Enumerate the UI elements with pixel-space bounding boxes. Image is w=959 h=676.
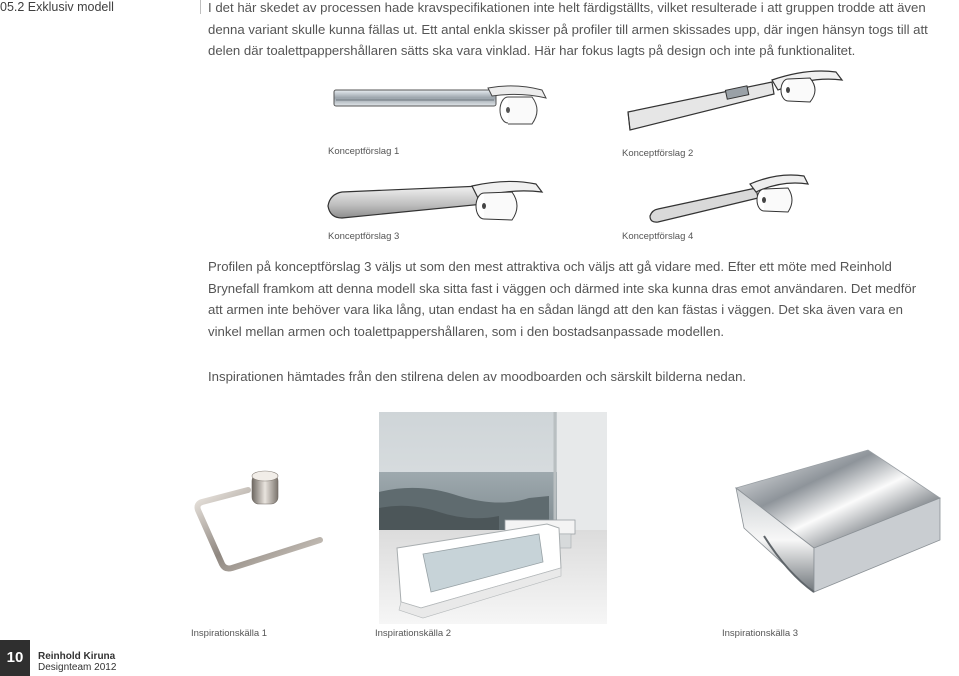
inspiration-photo-2 — [379, 412, 607, 624]
concept-caption-2: Konceptförslag 2 — [622, 148, 694, 159]
inspiration-intro: Inspirationen hämtades från den stilrena delen av moodboarden och särskilt bilderna nedan. — [208, 369, 747, 384]
inspiration-caption-2: Inspirationskälla 2 — [375, 628, 452, 639]
concept-sketch-2 — [622, 66, 857, 142]
footer-team: Designteam 2012 — [38, 662, 117, 673]
body-line: Profilen på konceptförslag 3 väljs ut som den mest attraktiva och väljs att gå vidare med. Efter ett möte med Reinhold — [208, 259, 892, 274]
intro-line: delen där toalettpappershållaren sätts ska vara vinklad. Här har fokus lagts på design och inte på funktionalitet. — [208, 43, 856, 59]
page-number: 10 — [0, 640, 30, 676]
concept-caption-1: Konceptförslag 1 — [328, 146, 400, 157]
inspiration-caption-1: Inspirationskälla 1 — [191, 628, 268, 639]
body-line: att armen inte behöver vara lika lång, utan endast ha en sådan längd att den kan fästas i väggen. Det ska även vara en — [208, 302, 903, 318]
body-line: vinkel mellan armen och toalettpappershållaren, som i den bostadsanpassade modellen. — [208, 323, 725, 339]
intro-line: I det här skedet av processen hade kravspecifikationen inte helt färdigställts, vilket resulterade i att gruppen trodde att även — [208, 0, 926, 15]
concept-sketch-4 — [646, 166, 812, 228]
body-paragraph — [208, 256, 953, 342]
intro-line: denna variant skulle kunna fällas ut. Ett antal enkla skisser på profiler till armen skissades upp, där ingen hänsyn togs till att — [208, 21, 928, 37]
body-line: Brynefall framkom att denna modell ska sitta fast i väggen och därmed inte ska kunna dras emot användaren. Det medför — [208, 280, 917, 296]
concept-caption-4: Konceptförslag 4 — [622, 231, 694, 242]
inspiration-caption-3: Inspirationskälla 3 — [722, 628, 799, 639]
header-divider — [200, 0, 201, 14]
inspiration-photo-1 — [190, 436, 350, 616]
footer-brand: Reinhold Kiruna — [38, 651, 116, 662]
intro-paragraph — [208, 0, 953, 62]
concept-sketch-3 — [322, 176, 554, 232]
concept-caption-3: Konceptförslag 3 — [328, 231, 400, 242]
section-label: 05.2 Exklusiv modell — [0, 0, 114, 14]
inspiration-photo-3 — [718, 424, 958, 624]
concept-sketch-1 — [320, 78, 560, 140]
